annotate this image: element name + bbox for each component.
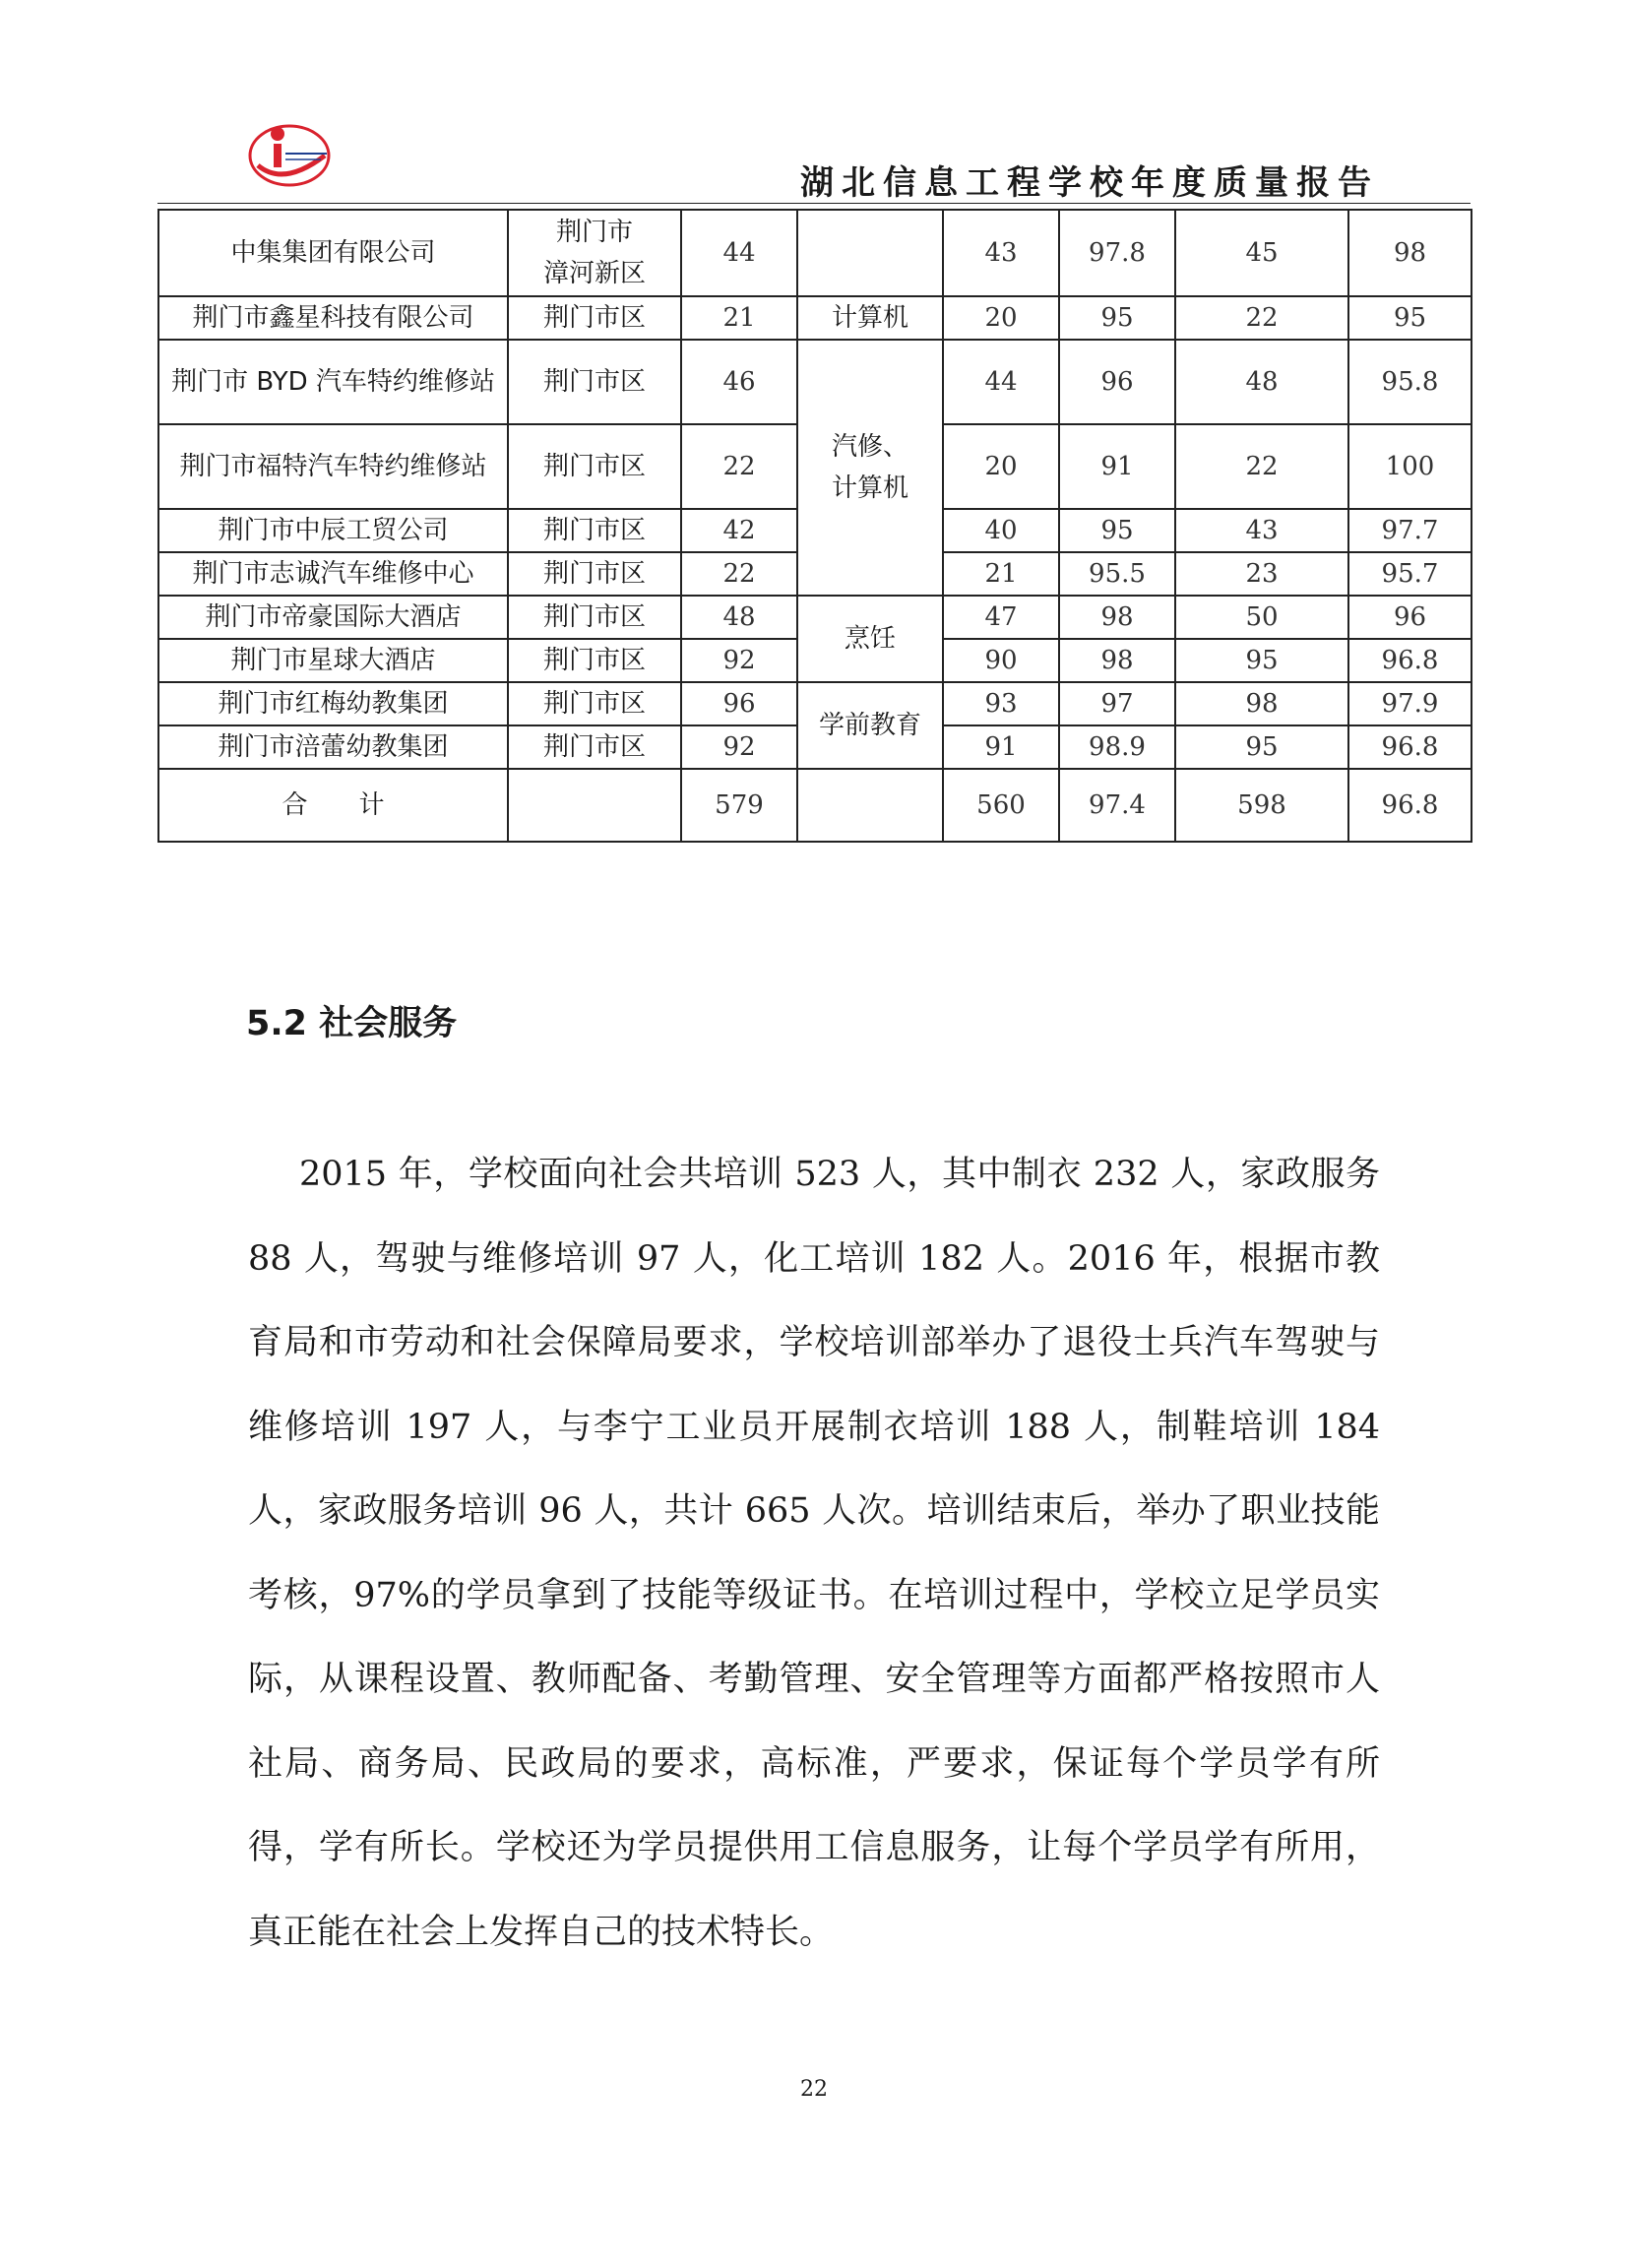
value-cell: 92 <box>681 725 797 769</box>
value-cell: 42 <box>681 509 797 552</box>
value-cell: 47 <box>943 596 1059 639</box>
value-cell: 21 <box>943 552 1059 596</box>
location-cell: 荆门市区 <box>508 552 681 596</box>
location-cell: 荆门市区 <box>508 596 681 639</box>
company-cell: 荆门市红梅幼教集团 <box>158 682 508 725</box>
value-cell: 91 <box>1059 424 1175 509</box>
value-cell: 98.9 <box>1059 725 1175 769</box>
company-cell: 荆门市福特汽车特约维修站 <box>158 424 508 509</box>
major-cell: 计算机 <box>797 296 943 340</box>
major-cell: 烹饪 <box>797 596 943 682</box>
header-divider <box>157 203 1471 204</box>
table-row <box>158 596 1471 639</box>
value-cell: 48 <box>1175 340 1348 424</box>
location-cell: 荆门市区 <box>508 639 681 682</box>
value-cell: 100 <box>1348 424 1471 509</box>
value-cell: 98 <box>1059 596 1175 639</box>
total-value-cell: 96.8 <box>1348 769 1471 842</box>
value-cell: 95.8 <box>1348 340 1471 424</box>
total-value-cell: 97.4 <box>1059 769 1175 842</box>
total-value-cell: 579 <box>681 769 797 842</box>
company-cell: 荆门市鑫星科技有限公司 <box>158 296 508 340</box>
value-cell: 43 <box>1175 509 1348 552</box>
company-cell: 荆门市涪蕾幼教集团 <box>158 725 508 769</box>
company-cell: 中集集团有限公司 <box>158 210 508 296</box>
value-cell: 21 <box>681 296 797 340</box>
major-cell <box>797 210 943 296</box>
company-cell: 荆门市星球大酒店 <box>158 639 508 682</box>
value-cell: 20 <box>943 296 1059 340</box>
location-cell: 荆门市区 <box>508 725 681 769</box>
location-cell: 荆门市区 <box>508 424 681 509</box>
value-cell: 43 <box>943 210 1059 296</box>
value-cell: 95 <box>1348 296 1471 340</box>
value-cell: 93 <box>943 682 1059 725</box>
table-row <box>158 210 1471 296</box>
location-cell: 荆门市区 <box>508 296 681 340</box>
company-cell: 荆门市 BYD 汽车特约维修站 <box>158 340 508 424</box>
value-cell: 48 <box>681 596 797 639</box>
value-cell: 91 <box>943 725 1059 769</box>
value-cell: 22 <box>681 552 797 596</box>
value-cell: 96 <box>1348 596 1471 639</box>
page-number: 22 <box>800 2077 828 2102</box>
value-cell: 46 <box>681 340 797 424</box>
table-total-row <box>158 769 1471 842</box>
total-value-cell: 598 <box>1175 769 1348 842</box>
value-cell: 96.8 <box>1348 725 1471 769</box>
value-cell: 97.9 <box>1348 682 1471 725</box>
table-row <box>158 340 1471 424</box>
table-row <box>158 296 1471 340</box>
value-cell: 40 <box>943 509 1059 552</box>
location-cell: 荆门市 漳河新区 <box>508 210 681 296</box>
value-cell: 95 <box>1059 296 1175 340</box>
value-cell: 97.7 <box>1348 509 1471 552</box>
value-cell: 45 <box>1175 210 1348 296</box>
major-cell: 汽修、 计算机 <box>797 340 943 596</box>
value-cell: 20 <box>943 424 1059 509</box>
location-cell: 荆门市区 <box>508 340 681 424</box>
value-cell: 96 <box>1059 340 1175 424</box>
value-cell: 95 <box>1175 725 1348 769</box>
enterprise-training-table <box>157 209 1472 843</box>
company-cell: 荆门市帝豪国际大酒店 <box>158 596 508 639</box>
total-label: 合 计 <box>158 769 508 842</box>
value-cell: 22 <box>1175 424 1348 509</box>
value-cell: 98 <box>1348 210 1471 296</box>
empty-cell <box>797 769 943 842</box>
section-heading: 5.2 社会服务 <box>246 1004 458 1043</box>
location-cell: 荆门市区 <box>508 509 681 552</box>
value-cell: 97.8 <box>1059 210 1175 296</box>
value-cell: 44 <box>943 340 1059 424</box>
value-cell: 96 <box>681 682 797 725</box>
value-cell: 22 <box>1175 296 1348 340</box>
value-cell: 95 <box>1175 639 1348 682</box>
value-cell: 90 <box>943 639 1059 682</box>
empty-cell <box>508 769 681 842</box>
value-cell: 50 <box>1175 596 1348 639</box>
value-cell: 98 <box>1175 682 1348 725</box>
major-cell: 学前教育 <box>797 682 943 769</box>
school-logo <box>244 116 339 193</box>
value-cell: 95 <box>1059 509 1175 552</box>
company-cell: 荆门市志诚汽车维修中心 <box>158 552 508 596</box>
table-row <box>158 682 1471 725</box>
company-cell: 荆门市中辰工贸公司 <box>158 509 508 552</box>
value-cell: 96.8 <box>1348 639 1471 682</box>
value-cell: 98 <box>1059 639 1175 682</box>
report-title: 湖北信息工程学校年度质量报告 <box>800 163 1379 203</box>
value-cell: 92 <box>681 639 797 682</box>
value-cell: 97 <box>1059 682 1175 725</box>
value-cell: 95.5 <box>1059 552 1175 596</box>
value-cell: 95.7 <box>1348 552 1471 596</box>
value-cell: 23 <box>1175 552 1348 596</box>
value-cell: 44 <box>681 210 797 296</box>
total-value-cell: 560 <box>943 769 1059 842</box>
body-paragraph: 2015 年，学校面向社会共培训 523 人，其中制衣 232 人，家政服务 88 人，驾驶与维修培训 97 人，化工培训 182 人。2016 年，根据市教育局和市劳动和社会保障局要求，学校培训部举办了退役士兵汽车驾驶与维修培训 197 人，与李宁工业员开展制衣培训 188 人，制鞋培训 184 人，家政服务培训 96 人，共计 665 人次。培训结束后，举办了职业技能考核，97%的学员拿到了技能等级证书。在培训过程中，学校立足学员实际，从课程设置、教师配备、考勤管理、安全管理等方面都严格按照市人社局、商务局、民政局的要求，高标准，严要求，保证每个学员学有所得，学有所长。学校还为学员提供用工信息服务，让每个学员学有所用，真正能在社会上发挥自己的技术特长。 <box>248 1155 1380 1952</box>
value-cell: 22 <box>681 424 797 509</box>
location-cell: 荆门市区 <box>508 682 681 725</box>
